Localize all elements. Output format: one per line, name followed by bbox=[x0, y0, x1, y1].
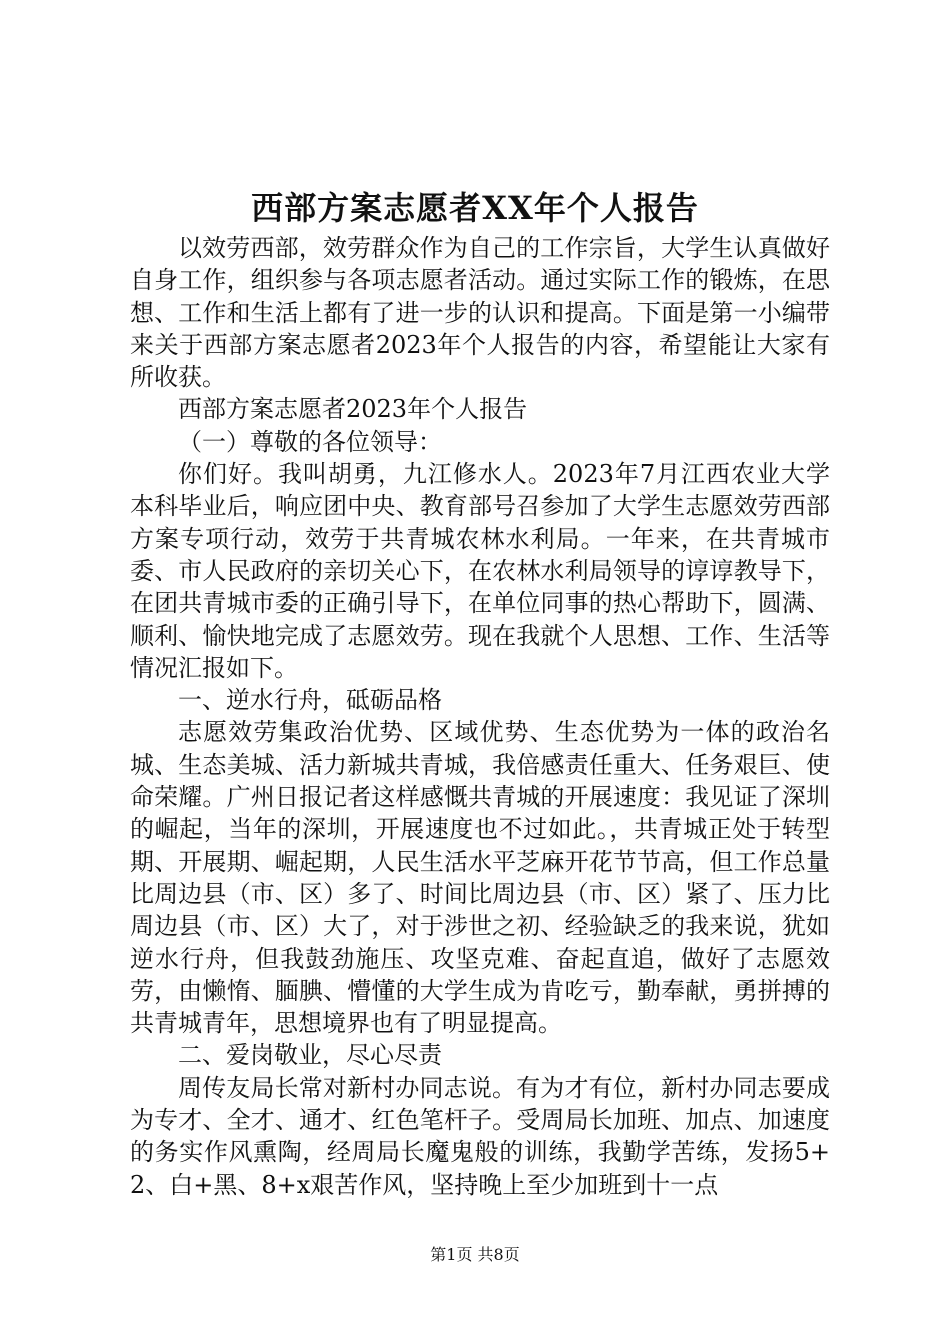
salutation: （一）尊敬的各位领导： bbox=[178, 427, 442, 456]
document-body bbox=[130, 232, 830, 1201]
document-title: 西部方案志愿者XX年个人报告 bbox=[251, 189, 699, 227]
section-2-paragraph: 周传友局长常对新村办同志说。有为才有位，新村办同志要成为专才、全才、通才、红色笔杆子。受周局长加班、加点、加速度的务实作风熏陶，经周局长魔鬼般的训练，我勤学苦练，发扬5+2、白+黑、8+x艰苦作风，坚持晚上至少加班到十一点 bbox=[130, 1073, 830, 1199]
intro-paragraph: 以效劳西部，效劳群众作为自己的工作宗旨，大学生认真做好自身工作，组织参与各项志愿者活动。通过实际工作的锻炼，在思想、工作和生活上都有了进一步的认识和提高。下面是第一小编带来关于西部方案志愿者2023年个人报告的内容，希望能让大家有所收获。 bbox=[130, 234, 830, 392]
section-heading-2: 二、爱岗敬业，尽心尽责 bbox=[178, 1041, 442, 1070]
section-1-paragraph: 志愿效劳集政治优势、区域优势、生态优势为一体的政治名城、生态美城、活力新城共青城，我倍感责任重大、任务艰巨、使命荣耀。广州日报记者这样感慨共青城的开展速度：我见证了深圳的崛起，当年的深圳，开展速度也不过如此。，共青城正处于转型期、开展期、崛起期，人民生活水平芝麻开花节节高，但工作总量比周边县（市、区）多了、时间比周边县（市、区）紧了、压力比周边县（市、区）大了，对于涉世之初、经验缺乏的我来说，犹如逆水行舟，但我鼓劲施压、攻坚克难、奋起直追，做好了志愿效劳，由懒惰、腼腆、懵懂的大学生成为肯吃亏，勤奉献，勇拼搏的共青城青年，思想境界也有了明显提高。 bbox=[130, 718, 830, 1038]
greeting-paragraph: 你们好。我叫胡勇，九江修水人。2023年7月江西农业大学本科毕业后，响应团中央、教育部号召参加了大学生志愿效劳西部方案专项行动，效劳于共青城农林水利局。一年来，在共青城市委、市人民政府的亲切关心下，在农林水利局领导的谆谆教导下，在团共青城市委的正确引导下，在单位同事的热心帮助下，圆满、顺利、愉快地完成了志愿效劳。现在我就个人思想、工作、生活等情况汇报如下。 bbox=[130, 460, 830, 682]
page-number-footer: 第1页 共8页 bbox=[430, 1245, 520, 1264]
report-subtitle: 西部方案志愿者2023年个人报告 bbox=[178, 395, 528, 424]
section-heading-1: 一、逆水行舟，砥砺品格 bbox=[178, 686, 442, 715]
